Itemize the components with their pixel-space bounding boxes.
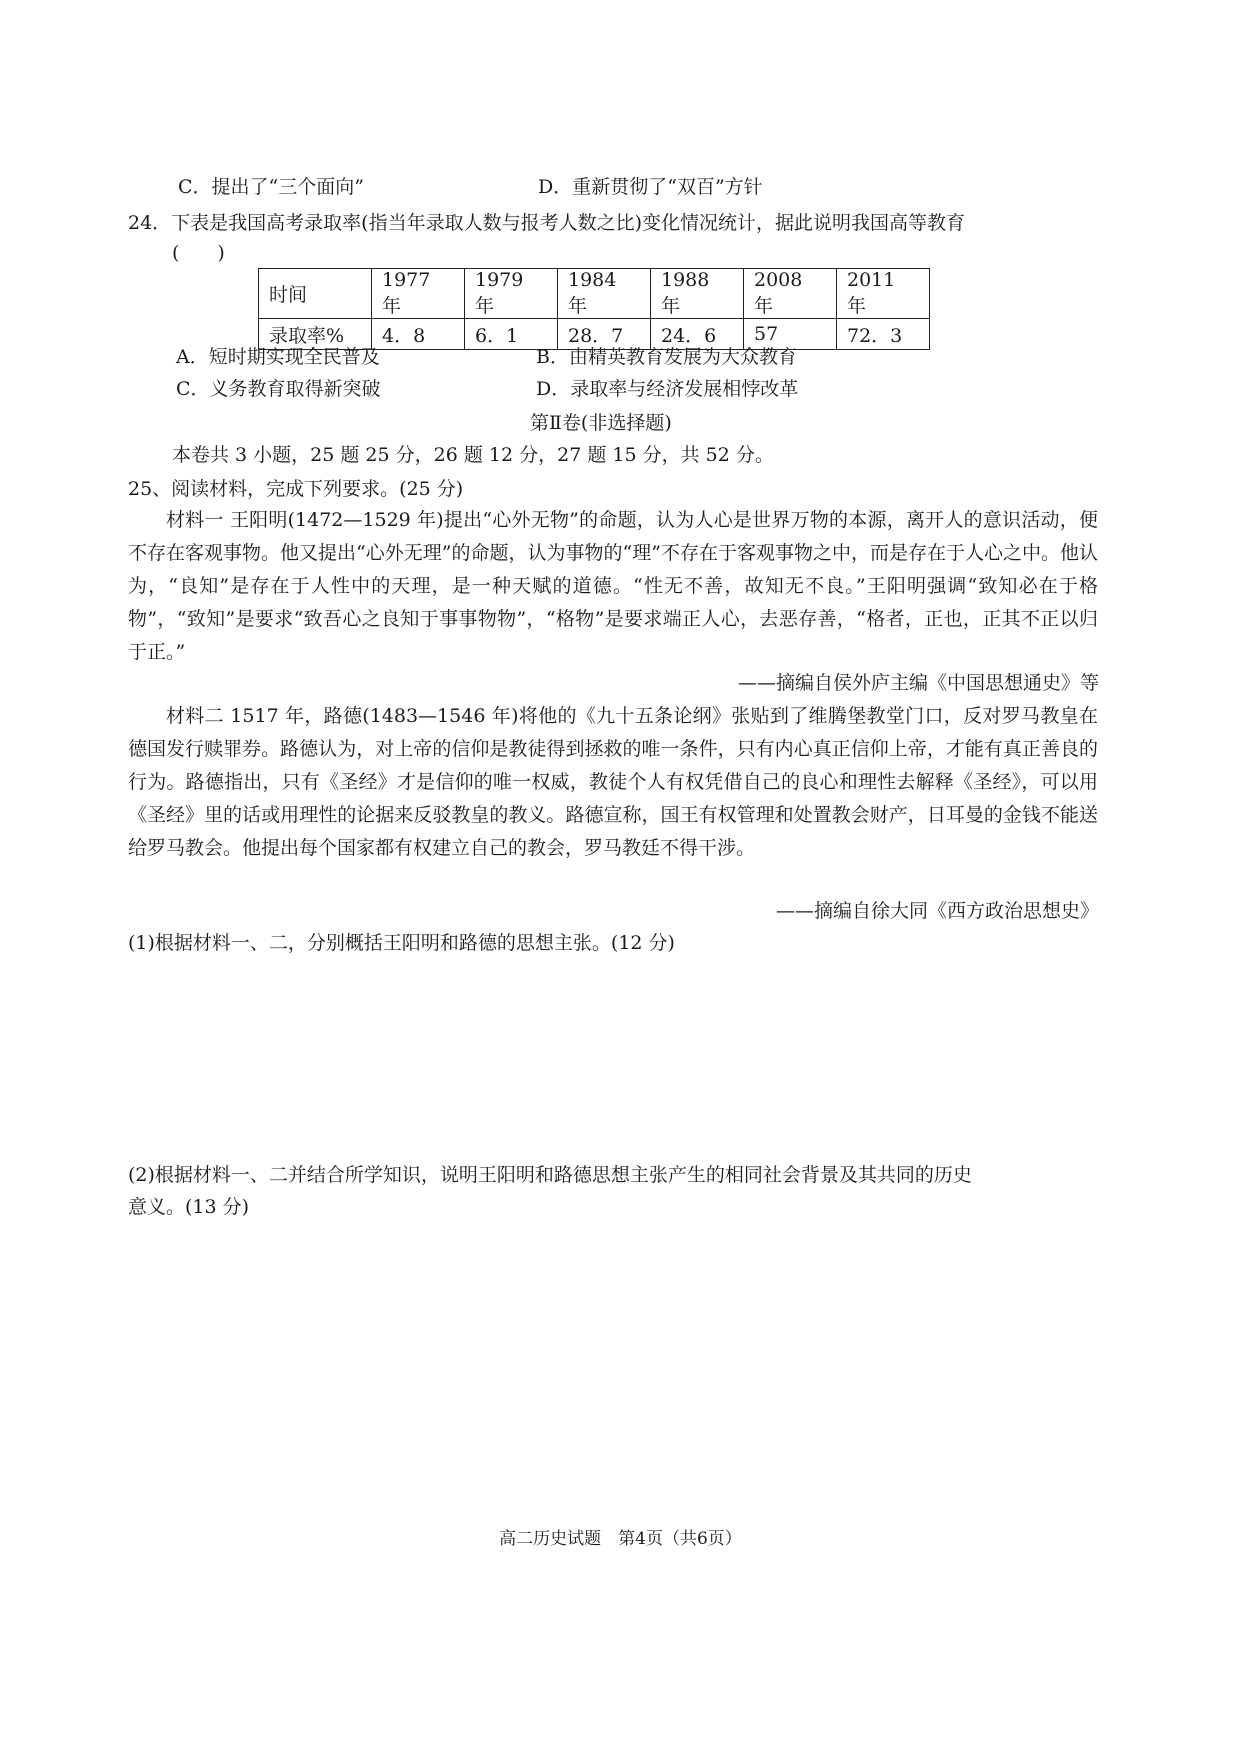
- table-cell-rate: 72．3: [837, 319, 930, 350]
- q25-sub2-line1: (2)根据材料一、二并结合所学知识，说明王阳明和路德思想主张产生的相同社会背景及其共同的历史: [128, 1164, 972, 1186]
- section2-note: 本卷共 3 小题，25 题 25 分，26 题 12 分，27 题 15 分，共 52 分。: [172, 444, 774, 466]
- section2-title: 第Ⅱ卷(非选择题): [530, 412, 672, 434]
- table-cell-year: 1984 年: [558, 269, 651, 319]
- admission-rate-table: [258, 268, 930, 350]
- q24-stem: 24．下表是我国高考录取率(指当年录取人数与报考人数之比)变化情况统计，据此说明我国高等教育: [128, 212, 966, 234]
- material-two: [128, 700, 1098, 865]
- table-cell-rate: 4．8: [372, 319, 465, 350]
- table-cell-year: 1988 年: [651, 269, 744, 319]
- q23-option-d: D．重新贯彻了“双百”方针: [538, 176, 763, 198]
- table-cell-rate: 24．6: [651, 319, 744, 350]
- q24-option-b: B．由精英教育发展为大众教育: [536, 346, 797, 368]
- table-header-label: 时间: [259, 269, 372, 319]
- table-row-years: [259, 269, 930, 319]
- table-cell-year: 2011 年: [837, 269, 930, 319]
- q23-option-c: C．提出了“三个面向”: [178, 176, 364, 198]
- q24-answer-blank: ( ): [172, 242, 225, 264]
- table-cell-rate: 57: [744, 319, 837, 350]
- material-one: [128, 504, 1098, 669]
- table-row-label: 录取率%: [259, 319, 372, 350]
- table-cell-rate: 28．7: [558, 319, 651, 350]
- table-cell-year: 2008 年: [744, 269, 837, 319]
- q25-sub2-line2: 意义。(13 分): [128, 1196, 250, 1218]
- material-two-source: ——摘编自徐大同《西方政治思想史》: [775, 900, 1099, 922]
- q24-option-a: A．短时期实现全民普及: [176, 346, 380, 368]
- table-cell-rate: 6．1: [465, 319, 558, 350]
- material-two-text: 材料二 1517 年，路德(1483—1546 年)将他的《九十五条论纲》张贴到了维腾堡教堂门口，反对罗马教皇在德国发行赎罪券。路德认为，对上帝的信仰是教徒得到拯救的唯一条件，只有内心真正信仰上帝，才能有真正善良的行为。路德指出，只有《圣经》才是信仰的唯一权威，教徒个人有权凭借自己的良心和理性去解释《圣经》，可以用《圣经》里的话或用理性的论据来反驳教皇的教义。路德宣称，国王有权管理和处置教会财产，日耳曼的金钱不能送给罗马教会。他提出每个国家都有权建立自己的教会，罗马教廷不得干涉。: [128, 705, 1098, 859]
- q25-stem: 25、阅读材料，完成下列要求。(25 分): [128, 478, 464, 500]
- page-footer: 高二历史试题 第4页（共6页）: [499, 1529, 742, 1549]
- q25-sub1: (1)根据材料一、二，分别概括王阳明和路德的思想主张。(12 分): [128, 932, 675, 954]
- material-one-text: 材料一 王阳明(1472—1529 年)提出“心外无物”的命题，认为人心是世界万物的本源，离开人的意识活动，便不存在客观事物。他又提出“心外无理”的命题，认为事物的“理”不存在于客观事物之中，而是存在于人心之中。他认为，“良知”是存在于人性中的天理，是一种天赋的道德。“性无不善，故知无不良。”王阳明强调“致知必在于格物”，“致知”是要求“致吾心之良知于事事物物”，“格物”是要求端正人心，去恶存善，“格者，正也，正其不正以归于正。”: [128, 509, 1098, 663]
- q24-option-d: D．录取率与经济发展相悖改革: [536, 378, 799, 400]
- table-cell-year: 1977 年: [372, 269, 465, 319]
- material-one-source: ——摘编自侯外庐主编《中国思想通史》等: [737, 672, 1099, 694]
- table-cell-year: 1979 年: [465, 269, 558, 319]
- q24-option-c: C．义务教育取得新突破: [176, 378, 381, 400]
